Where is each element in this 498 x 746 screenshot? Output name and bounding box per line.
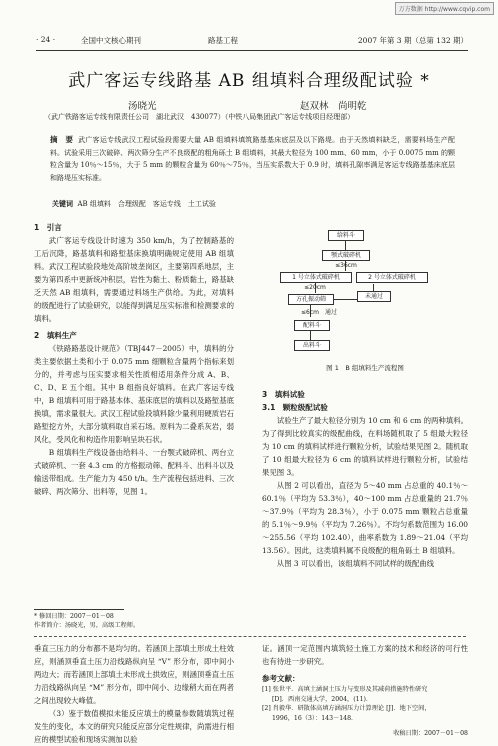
- section-divider: [34, 636, 466, 637]
- left-column-top: [34, 221, 234, 498]
- arrow-5: [310, 331, 311, 340]
- abstract: [50, 134, 455, 184]
- box-feed-hopper: 给料斗: [328, 230, 364, 241]
- label-20cm: ≤20cm: [304, 284, 326, 291]
- section-2-body-2: B 组填料生产线设备由给料斗、一台颚式破碎机、两台立式破碎机、一套 4.3 cm 的方格振动筛、配料斗、出料斗以及输送带组成。生产能力为 450 t/h。生产流程包括进料、三次破碎、两次筛分、出料等，见图 1。: [34, 448, 234, 496]
- received-date: 收稿日期：2007－01－08: [393, 730, 468, 737]
- footnote-author: 作者简介：汤晓光，男，高级工程师。: [34, 622, 140, 629]
- left-bottom-body-2: （3）鉴于数值模拟未能反应填土的模量参数随填筑过程发生的变化，本文的研究只能反应部分定性规律，尚需进行相应的模型试验和现场实测加以验: [34, 709, 234, 744]
- watermark-stamp: 万方数据 http://www.cqvip.com: [395, 2, 494, 15]
- box-output-hopper: 出料斗: [294, 340, 330, 351]
- right-column-top: [262, 388, 468, 570]
- references: [262, 685, 468, 723]
- running-header: [36, 35, 468, 47]
- label-6cm: ≤6cm 通过: [301, 309, 337, 316]
- reference-1-line-1: [1] 张世平．高填土涵洞土压力与变形及其减荷措施特性研究: [262, 686, 428, 693]
- abstract-text: 武广客运专线武汉工程试验段需要大量 AB 组填料填筑路基基床底层及以下路堤。由于天然填料缺乏，需要料场生产配料。试验采用三次破碎、两次筛分生产不良级配的粗角砾土 B 组填料，其最大粒径为 100 mm、60 mm，小于 0.0075 mm 的颗粒含量为 10％～15％，大于 5 mm 的颗粒含量为 60％～75％，当压实系数大于 0.9 时，填料孔隙率满足客运专线路基基床底层和路堤压实标准。: [50, 136, 455, 182]
- author-right: 赵双林 尚明乾: [300, 101, 367, 112]
- box-vibrating-screen: 方孔振动筛: [288, 294, 334, 305]
- footnote-revised: * 修回日期：2007－01－08: [34, 613, 114, 620]
- right-bottom-body: 证。涵顶一定范围内填筑轻土施工方案的技术和经济的可行性也有待进一步研究。: [262, 644, 468, 666]
- page-number: · 24 ·: [36, 35, 56, 44]
- section-1-body: 武广客运专线设计时速为 350 km/h，为了控制路基的工后沉降，路基填料和路堑基床换填明确规定使用 AB 组填料。武汉工程试验段地处高阶坡垄岗区，主要第四系地层，主要为第四系中更新统冲积层，岩性为黏土、粉质黏土，路基缺乏天然 AB 组填料，需要通过料场生产供给。为此，对填料的级配进行了试验研究，以能得到满足压实标准和检测要求的填料。: [34, 236, 234, 323]
- box-jaw-crusher: 颚式破碎机: [322, 250, 370, 261]
- arrow-1: [345, 241, 346, 250]
- affiliation: （武广铁路客运专线有限责任公司 湖北武汉 430077）（中铁八局集团武广客运专线项目经理部）: [44, 113, 355, 121]
- section-1-heading: 1 引言: [34, 223, 62, 232]
- keywords: [52, 199, 452, 209]
- article-title: 武广客运专线路基 AB 组填料合理级配试验 *: [68, 71, 430, 91]
- section-2-body-1: 《铁路路基设计规范》（TBJ447－2005）中，填料的分类主要依据土类和小于 0.075 mm 细颗粒含量两个指标来划分的，并考虑与压实要求相关性质相适用条件分成 A、B、C、D、E 五个组。其中 B 组指良好填料。在武广客运专线中，B 组填料可用于路基本体、基床底层的填料以及路堑基底换填，需求量很大。武汉工程试验段填料除少量利用硬质岩石路堑挖方外，大部分填料取自采石场。原料为二叠系灰岩，弱风化，受风化和构造作用影响呈块石状。: [34, 344, 234, 444]
- box-crusher-2: 2 号立体式破碎机: [356, 272, 428, 283]
- author-left: 汤晓光: [128, 101, 157, 112]
- section-3-1-body-2: 从图 2 可以看出，直径为 5～40 mm 占总重的 40.1％～60.1％（平均为 53.3％），40～100 mm 占总重量的 21.7％～37.9％（平均为 28.3％），小于 0.075 mm 颗粒占总重量的 5.1％～9.9％（平均为 7.26％）。不均匀系数范围为 16.00～255.56（平均 102.40），曲率系数为 1.89～21.04（平均 13.56）。因此，这类填料属不良级配的粗角砾土 B 组填料。: [262, 481, 468, 555]
- figure-1: [262, 228, 468, 378]
- journal-line: 全国中文核心期刊: [81, 36, 141, 45]
- right-column-bottom: [262, 642, 468, 740]
- section-3-1-body-1: 试验生产了最大粒径分别为 10 cm 和 6 cm 的两种填料。为了得到比较真实的级配曲线，在料场随机取了 5 组最大粒径为 10 cm 的填料试样进行颗粒分析，试验结果见图 2。随机取了 10 组最大粒径为 6 cm 的填料试样进行颗粒分析，试验结果见图 3。: [262, 416, 468, 477]
- reference-2-line-1: [2] 肖毅华．研散体高填方涵洞压力计算理论 [J]．地下空间，: [262, 705, 431, 712]
- left-column-bottom: [34, 642, 234, 746]
- footnote-rule: [34, 609, 124, 610]
- section-3-heading: 3 填料试验: [262, 390, 305, 399]
- section-3-1-body-3: 从图 3 可以看出，该组填料不同试样的级配曲线: [276, 559, 435, 568]
- section-3-1-heading: 3.1 颗粒级配试验: [262, 403, 328, 412]
- box-mix-hopper: 配料斗: [294, 320, 330, 331]
- reference-2-line-2: 1996，16（3）：143－148．: [272, 714, 358, 722]
- footnotes: [34, 612, 234, 630]
- left-bottom-body: 垂直三压力的分布都不是均匀的。若涵顶上部填土形成土柱效应，则涵顶垂直土压力沿线路纵向呈 “V” 形分布，即中间小两边大；而若涵顶上部填土未形成土拱效应，则涵顶垂直土压力沿线路纵向呈 “M” 形分布，即中间小、边缘稍大而在两者之间出现较大峰值。: [34, 644, 234, 705]
- header-rule: [36, 50, 468, 51]
- issue-info: 2007 年第 3 期（总第 132 期）: [357, 36, 468, 45]
- label-36cm: ≤36cm: [335, 262, 357, 269]
- references-heading: 参考文献：: [262, 674, 300, 683]
- arrow-return-up: [373, 284, 374, 291]
- keywords-label: 关键词: [52, 200, 73, 208]
- box-not-passed: 未通过: [357, 291, 391, 302]
- journal-name: 路基工程: [208, 36, 238, 45]
- section-2-heading: 2 填料生产: [34, 331, 77, 340]
- figure-caption: 图 1 B 组填料生产流程图: [326, 364, 404, 372]
- keywords-text: AB 组填料 合理级配 客运专线 土工试验: [77, 200, 216, 208]
- reference-1-line-2: [D]．西南交通大学，2004，(11)．: [272, 695, 373, 703]
- box-crusher-1: 1 号立体式破碎机: [280, 272, 352, 283]
- arrow-return: [333, 299, 357, 300]
- abstract-label: 摘 要: [50, 135, 74, 144]
